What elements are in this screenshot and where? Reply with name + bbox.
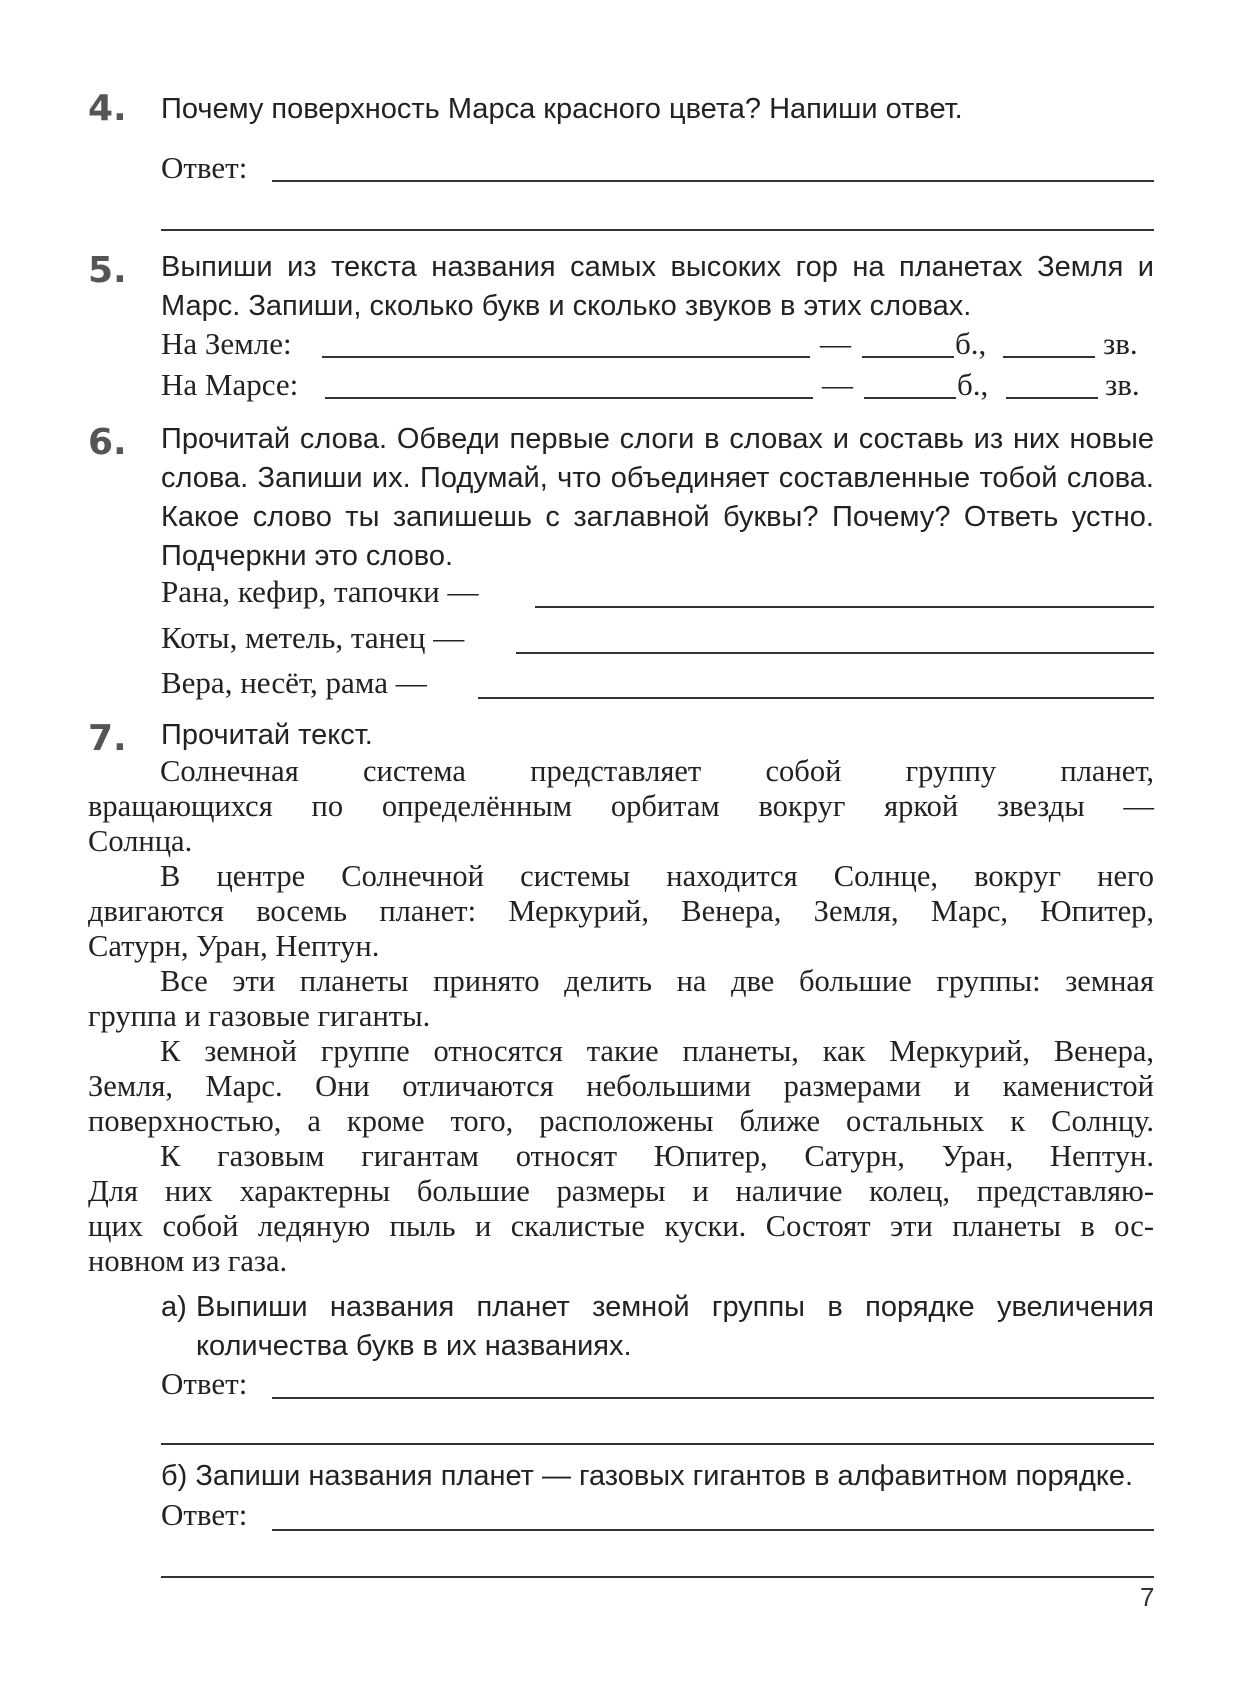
task-5-mars-mountain-line[interactable]: [325, 397, 813, 399]
task-6-line-2: слова. Запиши их. Подумай, что объединяет составленные тобой слова.: [161, 462, 1154, 494]
text-line: поверхностью, а кроме того, расположены ближе остальных к Солнцу.: [88, 1104, 1154, 1138]
task-5-mars-dash: —: [822, 367, 853, 402]
task-7a-line-2: количества букв в их названиях.: [196, 1330, 632, 1362]
text-line: К газовым гигантам относят Юпитер, Сатурн, Уран, Нептун.: [160, 1139, 1154, 1173]
text-line: К земной группе относятся такие планеты, как Меркурий, Венера,: [160, 1034, 1154, 1068]
text-line: вращающихся по определённым орбитам вокруг яркой звезды —: [88, 789, 1154, 823]
task-5-mars-label: На Марсе:: [161, 367, 299, 402]
text-line: двигаются восемь планет: Меркурий, Венера, Земля, Марс, Юпитер,: [88, 894, 1154, 928]
task-7-text: [88, 754, 1154, 1279]
text-line: группа и газовые гиганты.: [88, 999, 431, 1033]
text-line: Все эти планеты принято делить на две большие группы: земная: [160, 964, 1154, 998]
page-number: 7: [1140, 1582, 1155, 1612]
task-4-answer-line-1[interactable]: [272, 180, 1154, 182]
task-5-earth-dash: —: [820, 326, 851, 361]
task-4-answer-label: Ответ:: [161, 150, 248, 185]
task-6-row-3-words: Вера, несёт, рама —: [161, 665, 427, 700]
task-4-question: Почему поверхность Марса красного цвета? Напиши ответ.: [161, 93, 963, 125]
text-line: Сатурн, Уран, Нептун.: [88, 929, 380, 963]
task-5-question-line-1: Выпиши из текста названия самых высоких гор на планетах Земля и: [161, 251, 1154, 283]
task-5-earth-sounds-line[interactable]: [1003, 356, 1095, 358]
text-line: Земля, Марс. Они отличаются небольшими размерами и каменистой: [88, 1069, 1154, 1103]
task-5-mars-sounds-suffix: зв.: [1105, 367, 1140, 402]
task-5-number: 5.: [88, 250, 127, 291]
task-5-mars-sounds-line[interactable]: [1006, 397, 1098, 399]
task-7a-marker: а): [161, 1291, 187, 1323]
task-6-row-2-words: Коты, метель, танец —: [161, 620, 465, 655]
task-6-row-3-line[interactable]: [478, 697, 1154, 699]
task-5-earth-letters-suffix: б.,: [955, 326, 987, 361]
task-5-question-line-2: Марс. Запиши, сколько букв и сколько звуков в этих словах.: [161, 290, 972, 322]
task-4-answer-line-2[interactable]: [161, 229, 1154, 231]
task-5-earth-sounds-suffix: зв.: [1103, 326, 1138, 361]
task-6-line-4: Подчеркни это слово.: [161, 540, 454, 572]
task-7a-line-1: Выпиши названия планет земной группы в порядке увеличения: [196, 1291, 1154, 1323]
task-7a-answer-line-1[interactable]: [272, 1397, 1154, 1399]
task-5-mars-letters-suffix: б.,: [957, 367, 989, 402]
task-6-row-1-words: Рана, кефир, тапочки —: [161, 574, 479, 609]
task-7b-question: б) Запиши названия планет — газовых гигантов в алфавитном порядке.: [161, 1460, 1134, 1492]
task-7a-answer-label: Ответ:: [161, 1366, 248, 1401]
task-7-intro: Прочитай текст.: [161, 719, 373, 751]
task-7a-answer-line-2[interactable]: [161, 1443, 1154, 1445]
task-5-mars-letters-line[interactable]: [864, 397, 956, 399]
task-6-row-1-line[interactable]: [535, 606, 1154, 608]
task-6-line-1: Прочитай слова. Обведи первые слоги в словах и составь из них новые: [161, 423, 1154, 455]
task-7-number: 7.: [88, 718, 127, 759]
text-line: Для них характерны большие размеры и наличие колец, представляю-: [88, 1174, 1154, 1208]
task-4-number: 4.: [88, 88, 127, 129]
text-line: В центре Солнечной системы находится Солнце, вокруг него: [160, 859, 1154, 893]
task-5-earth-mountain-line[interactable]: [322, 356, 810, 358]
task-6-line-3: Какое слово ты запишешь с заглавной буквы? Почему? Ответь устно.: [161, 501, 1154, 533]
task-7b-answer-line-1[interactable]: [272, 1529, 1154, 1531]
text-line: Солнца.: [88, 824, 193, 858]
task-7b-answer-label: Ответ:: [161, 1497, 248, 1532]
text-line: новном из газа.: [88, 1244, 288, 1278]
task-5-earth-letters-line[interactable]: [862, 356, 954, 358]
text-line: Солнечная система представляет собой группу планет,: [160, 754, 1154, 788]
text-line: щих собой ледяную пыль и скалистые куски. Состоят эти планеты в ос-: [88, 1209, 1154, 1243]
task-5-earth-label: На Земле:: [161, 326, 292, 361]
task-6-number: 6.: [88, 422, 127, 463]
task-7b-answer-line-2[interactable]: [161, 1576, 1154, 1578]
task-6-row-2-line[interactable]: [516, 652, 1154, 654]
